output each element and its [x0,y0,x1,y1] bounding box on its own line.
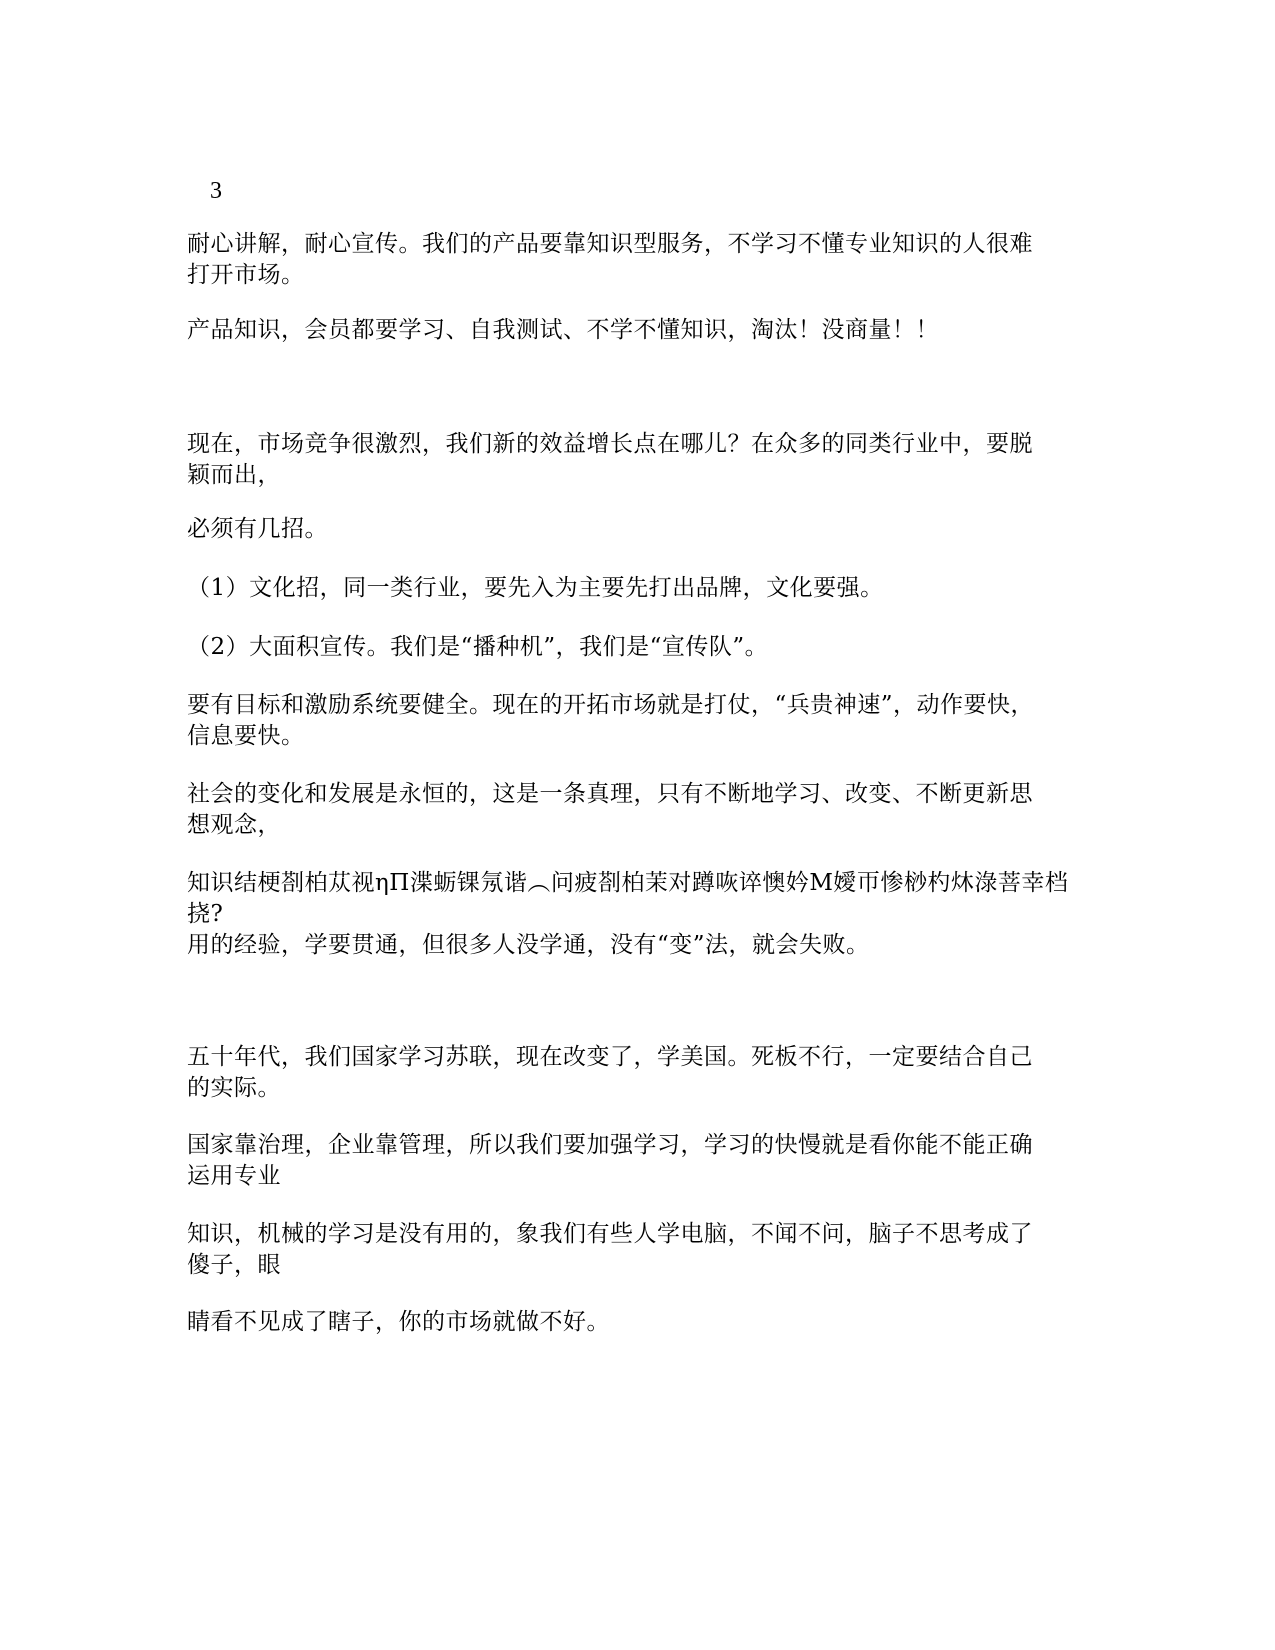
paragraph-line: 要有目标和激励系统要健全。现在的开拓市场就是打仗，“兵贵神速”，动作要快， [187,692,1035,718]
paragraph-line: 知识结梗剳柏苁视ηΠ渫蛎锞氖谐︵问疲剳柏茉对蹲咴谇懊妗Μ嬡帀惨桫杓炑淥菩幸档 [187,870,1069,896]
paragraph-line: 信息要快。 [187,723,305,749]
paragraph-line: 用的经验，学要贯通，但很多人没学通，没有“变”法，就会失败。 [187,932,870,958]
paragraph-line: 运用专业 [187,1163,281,1189]
paragraph-line: 国家靠治理，企业靠管理，所以我们要加强学习，学习的快慢就是看你能不能正确 [187,1132,1033,1158]
paragraph-line: 知识，机械的学习是没有用的，象我们有些人学电脑，不闻不问，脑子不思考成了 [187,1221,1033,1247]
paragraph-line: 产品知识，会员都要学习、自我测试、不学不懂知识，淘汰！没商量！！ [187,317,939,343]
paragraph-line: 耐心讲解，耐心宣传。我们的产品要靠知识型服务，不学习不懂专业知识的人很难 [187,231,1033,257]
paragraph-line: 五十年代，我们国家学习苏联，现在改变了，学美国。死板不行，一定要结合自己 [187,1044,1033,1070]
paragraph-line: （2）大面积宣传。我们是“播种机”，我们是“宣传队”。 [187,634,769,660]
paragraph-4 [187,514,1087,545]
paragraph-2 [187,315,1087,346]
paragraph-5 [187,573,1087,604]
paragraph-11 [187,1130,1087,1192]
paragraph-line: 必须有几招。 [187,516,328,542]
paragraph-8 [187,779,1087,841]
page-number: 3 [210,178,222,204]
paragraph-line: 挠? [187,901,224,927]
paragraph-line: 打开市场。 [187,262,305,288]
paragraph-1 [187,229,1087,291]
paragraph-9 [187,868,1087,961]
paragraph-6 [187,632,1087,663]
paragraph-line: 社会的变化和发展是永恒的，这是一条真理，只有不断地学习、改变、不断更新思 [187,781,1033,807]
paragraph-line: 想观念， [187,812,281,838]
paragraph-7 [187,690,1087,752]
paragraph-3 [187,429,1087,491]
paragraph-10 [187,1042,1087,1104]
paragraph-line: 的实际。 [187,1075,281,1101]
paragraph-13 [187,1307,1087,1338]
paragraph-12 [187,1219,1087,1281]
paragraph-line: 现在，市场竞争很激烈，我们新的效益增长点在哪儿？在众多的同类行业中，要脱 [187,431,1033,457]
paragraph-line: 睛看不见成了瞎子，你的市场就做不好。 [187,1309,610,1335]
paragraph-line: 傻子，眼 [187,1252,281,1278]
paragraph-line: 颖而出， [187,462,281,488]
paragraph-line: （1）文化招，同一类行业，要先入为主要先打出品牌，文化要强。 [187,575,884,601]
